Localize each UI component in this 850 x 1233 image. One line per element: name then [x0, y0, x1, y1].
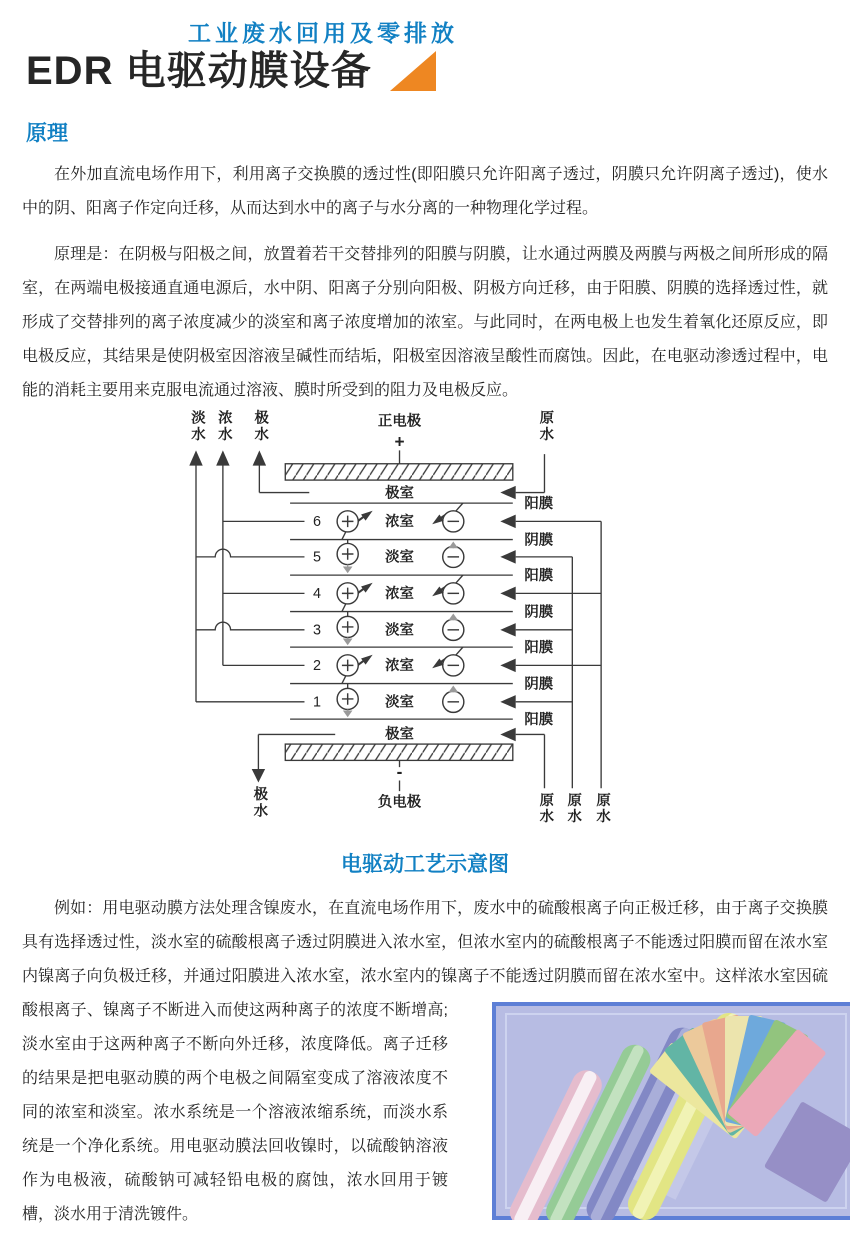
paragraph-principle-2: 原理是：在阴极与阳极之间，放置着若干交替排列的阳膜与阴膜，让水通过两膜及两膜与两极之间所形成的隔室，在两端电极接通直通电源后，水中阴、阳离子分别向阳极、阴极方向迁移，由于阳膜、阴膜的选择透过性，就形成了交替排列的离子浓度减少的淡室和离子浓度增加的浓室。与此同时，在两电极上也发生着氧化还原反应，即电极反应，其结果是使阴极室因溶液呈碱性而结垢，阳极室因溶液呈酸性而腐蚀。因此，在电驱动渗透过程中，电能的消耗主要用来克服电流通过溶液、膜时所受到的阻力及电极反应。 — [22, 246, 828, 399]
membrane-label-6: 阴膜 — [524, 676, 554, 693]
chamber-label-1: 淡室 — [385, 694, 414, 711]
diagram-linework — [148, 410, 686, 844]
example-text-part1: 例如：用电驱动膜方法处理含镍废水，在直流电场作用下，废水中的硫酸根离子向正极迁移，由于离子交换膜具有选择透过性，淡水室的硫酸根离子透过阴膜进入浓水室，但浓水室内的硫酸根离子不能透过阳膜而留在浓水室内镍离子向负极迁移，并通过阳膜进入浓水室，浓水室内的镍离子不能透过阴膜而留在浓水室中。这样浓水室因硫 — [22, 900, 828, 985]
paragraph-example — [22, 892, 828, 1232]
chamber-label-4: 浓室 — [385, 586, 414, 603]
outlet-concentrate-water-label: 浓水 — [216, 410, 233, 443]
outlet-electrode-water-bottom-label: 极水 — [251, 786, 268, 819]
plus-sign-label: + — [394, 431, 405, 452]
electrode-chamber-bottom-label: 极室 — [385, 726, 414, 743]
row-number-4: 4 — [312, 586, 321, 603]
negative-electrode-label: 负电极 — [377, 794, 422, 811]
page-title: EDR 电驱动膜设备 — [26, 49, 372, 93]
outlet-electrode-water-top-label: 极水 — [252, 410, 269, 443]
electrodialysis-diagram — [148, 410, 686, 844]
chamber-label-6: 浓室 — [385, 514, 414, 531]
row-number-2: 2 — [312, 658, 321, 675]
raw-water-top-label: 原水 — [537, 410, 555, 443]
membrane-label-2: 阴膜 — [524, 532, 554, 549]
membrane-label-1: 阳膜 — [524, 495, 554, 512]
raw-water-bottom-label-3: 原水 — [594, 792, 611, 825]
membrane-label-7: 阳膜 — [524, 711, 554, 728]
outlet-dilute-water-label: 淡水 — [189, 410, 206, 443]
diagram-caption: 电驱动工艺示意图 — [341, 853, 509, 876]
row-number-5: 5 — [312, 549, 321, 566]
minus-sign-label: - — [396, 761, 403, 782]
header-title-row — [26, 48, 850, 94]
header-tagline: 工业废水回用及零排放 — [188, 20, 458, 46]
page — [0, 20, 850, 1232]
row-number-6: 6 — [312, 514, 321, 531]
electrode-chamber-top-label: 极室 — [385, 485, 414, 502]
positive-electrode-label: 正电极 — [377, 413, 422, 430]
raw-water-bottom-label-2: 原水 — [565, 792, 582, 825]
chamber-label-3: 淡室 — [385, 622, 414, 639]
chamber-label-2: 浓室 — [385, 658, 414, 675]
negative-electrode-bar — [285, 744, 513, 760]
example-text-part2: 酸根离子、镍离子不断进入而使这两种离子的浓度不断增高;淡水室由于这两种离子不断向外迁移，浓度降低。离子迁移的结果是把电驱动膜的两个电极之间隔室变成了溶液浓度不同的浓室和淡室。浓水系统是一个溶液浓缩系统，而淡水系统是一个净化系统。用电驱动膜法回收镍时，以硫酸钠溶液作为电极液，硫酸钠可减轻铅电极的腐蚀，浓水回用于镀槽，淡水用于清洗镀件。 — [22, 1002, 448, 1223]
positive-electrode-bar — [285, 464, 513, 480]
orange-triangle-icon — [390, 51, 436, 91]
row-number-1: 1 — [312, 694, 321, 711]
membrane-products-photo — [460, 1002, 828, 1220]
row-number-3: 3 — [312, 622, 321, 639]
membrane-label-4: 阴膜 — [524, 604, 554, 621]
diagram-arrowheads — [189, 450, 515, 782]
membrane-label-3: 阳膜 — [524, 567, 554, 584]
raw-water-bottom-label-1: 原水 — [537, 792, 555, 825]
paragraph-principle-1: 在外加直流电场作用下，利用离子交换膜的透过性(即阳膜只允许阳离子透过，阴膜只允许阴离子透过)，使水中的阴、阳离子作定向迁移，从而达到水中的离子与水分离的一种物理化学过程。 — [22, 166, 828, 217]
membrane-label-5: 阳膜 — [524, 639, 554, 656]
membrane-photo-art — [492, 1002, 850, 1220]
chamber-label-5: 淡室 — [385, 549, 414, 566]
section-heading-principle: 原理 — [26, 122, 68, 145]
